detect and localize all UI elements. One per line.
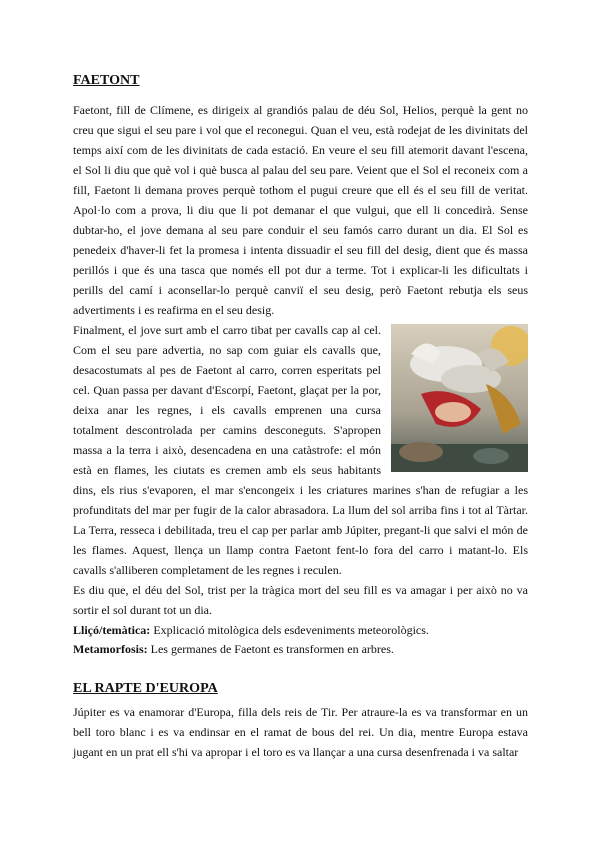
page-content (73, 70, 528, 762)
lesson-label: Lliçó/temàtica: (73, 623, 151, 637)
faetont-paragraph-3: Es diu que, el déu del Sol, trist per la tràgica mort del seu fill es va amagar i per això no va sortir el sol durant tot un dia. (73, 583, 528, 617)
faetont-paragraph-2 (73, 320, 528, 580)
faetont-paragraph-1: Faetont, fill de Clímene, es dirigeix al grandiós palau de déu Sol, Helios, perquè la gent no creu que sigui el seu pare i vol que el reconegui. Quan el veu, està rodejat de les divinitats del temps així com de les divinitats de cada estació. En veure el seu fill atemorit davant l'escena, el Sol li diu que què vol i què busca al palau del seu pare. Veient que el Sol el reconeix com a fill, Faetont li demana proves perquè tothom el pugui creure que ell és el seu fill de veritat. Apol·lo com a prova, li diu que li pot demanar el que vulgui, que ell li concedirà. Sense dubtar-ho, el jove demana al seu pare conduir el seu famós carro durant un dia. El Sol es penedeix d'haver-li fet la promesa i intenta dissuadir el seu fill del desig, dient que és massa perillós i que és una tasca que només ell pot dur a terme. Tot i explicar-li les dificultats i perills del camí i aconsellar-lo perquè canviï el seu desig, però Faetont rebutja els seus advertiments i es reafirma en el seu desig. (73, 103, 528, 317)
lesson-line (73, 622, 528, 639)
fall-of-phaeton-painting (391, 324, 528, 472)
europa-paragraph-1: Júpiter es va enamorar d'Europa, filla dels reis de Tir. Per atraure-la es va transformar en un bell toro blanc i es va endinsar en el ramat de bous del rei. Un dia, mentre Europa estava jugant en un prat ell s'hi va apropar i el toro es va llançar a una cursa desenfrenada i va saltar (73, 705, 528, 759)
metamorphosis-line (73, 641, 528, 658)
metamorphosis-label: Metamorfosis: (73, 642, 148, 656)
faetont-paragraph-2-text: Finalment, el jove surt amb el carro tibat per cavalls cap al cel. Com el seu pare advertia, no sap com guiar els cavalls que, desacostumats al pes de Faetont al carro, corren esperitats pel cel. Quan passa per davant d'Escorpí, Faetont, glaçat per la por, deixa anar les regnes, i els cavalls emprenen una cursa totalment descontrolada per camins desconeguts. S'apropen massa a la terra i això, desencadena en una catàstrofe: el món està en flames, les ciutats es cremen amb els seus habitants dins, els rius s'evaporen, el mar s'encongeix i les criatures marines s'han de refugiar a les profunditats del mar per fugir de la calor abrasadora. La llum del sol arriba fins i tot al Tàrtar. La Terra, resseca i debilitada, treu el cap per parlar amb Júpiter, pregant-li que salvi el món de les flames. Aquest, llença un llamp contra Faetont fent-lo fora del carro i matant-lo. Els cavalls s'alliberen completament de les regnes i reculen. (73, 323, 528, 577)
section-title-europa: EL RAPTE D'EUROPA (73, 680, 218, 696)
lesson-text: Explicació mitològica dels esdeveniments meteorològics. (150, 623, 429, 637)
section-title-faetont: FAETONT (73, 72, 140, 88)
metamorphosis-text: Les germanes de Faetont es transformen en arbres. (147, 642, 394, 656)
